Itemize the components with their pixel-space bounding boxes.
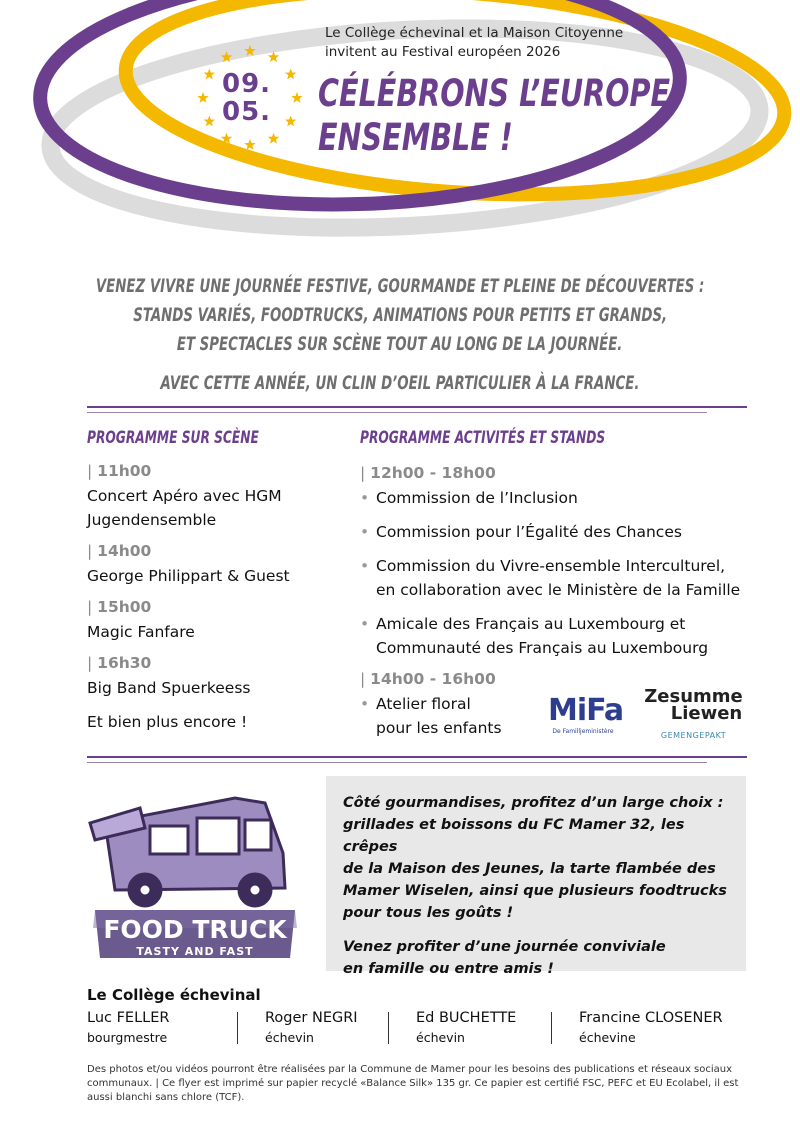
member-separator	[388, 1012, 389, 1044]
member-name: Luc FELLER	[87, 1010, 170, 1026]
header-intro	[325, 24, 623, 62]
zl-line1: Zesumme	[644, 686, 743, 707]
star-icon	[244, 139, 255, 150]
stage-program	[87, 428, 347, 734]
food-info-box	[326, 776, 746, 977]
member-role: échevin	[265, 1030, 314, 1045]
member-name: Francine CLOSENER	[579, 1010, 723, 1026]
star-icon	[285, 116, 296, 127]
date-day: 09.	[222, 69, 272, 99]
divider	[87, 406, 747, 408]
member-name: Ed BUCHETTE	[416, 1010, 517, 1026]
star-icon	[204, 116, 215, 127]
member-name: Roger NEGRI	[265, 1010, 358, 1026]
star-icon	[285, 69, 296, 80]
mifa-subtitle: De Familljeministère	[552, 728, 614, 735]
zl-line2: Liewen	[670, 703, 743, 724]
stage-heading: PROGRAMME SUR SCÈNE	[87, 428, 259, 448]
stands-list	[360, 486, 760, 660]
food-text-line: en famille ou entre amis !	[343, 961, 554, 977]
list-item: • Commission pour l’Égalité des Chances	[360, 520, 760, 544]
food-truck-logo	[85, 778, 305, 973]
mifa-wordmark: MiFa	[548, 693, 624, 728]
member-role: échevin	[416, 1030, 465, 1045]
list-item: • Commission de l’Inclusion	[360, 486, 760, 510]
slot-act: George Philippart & Guest	[87, 567, 290, 585]
food-text-line: de la Maison des Jeunes, la tarte flambée des	[343, 861, 716, 877]
member-card	[579, 1008, 723, 1048]
food-text-line: pour tous les goûts !	[343, 905, 514, 921]
slot-act: Concert Apéro avec HGM	[87, 487, 282, 505]
member-role: échevine	[579, 1030, 636, 1045]
stage-slot	[87, 462, 347, 532]
tagline-line1: VENEZ VIVRE UNE JOURNÉE FESTIVE, GOURMANDE ET PLEINE DE DÉCOUVERTES :	[95, 275, 705, 297]
stage-slot	[87, 598, 347, 644]
tagline	[0, 272, 800, 398]
college-title: Le Collège échevinal	[87, 986, 261, 1004]
slot-act: Big Band Spuerkeess	[87, 679, 251, 697]
tagline-line3: ET SPECTACLES SUR SCÈNE TOUT AU LONG DE LA JOURNÉE.	[177, 333, 623, 355]
divider-thin	[87, 762, 707, 763]
member-card	[416, 1008, 516, 1048]
food-text-line: grillades et boissons du FC Mamer 32, les crêpes	[343, 817, 685, 855]
slot-time: | 15h00	[87, 598, 347, 616]
member-separator	[551, 1012, 552, 1044]
stage-slot	[87, 654, 347, 700]
star-icon	[204, 69, 215, 80]
slot-time: | 16h30	[87, 654, 347, 672]
member-card	[87, 1008, 170, 1048]
member-card	[265, 1008, 358, 1048]
food-truck-text: FOOD TRUCK	[103, 915, 287, 944]
zl-subtitle: GEMENGEPAKT	[660, 731, 727, 740]
title-line1: CÉLÉBRONS L’EUROPE	[318, 72, 671, 115]
food-truck-subtext: TASTY AND FAST	[136, 945, 254, 958]
member-role: bourgmestre	[87, 1030, 168, 1045]
stage-more: Et bien plus encore !	[87, 713, 248, 731]
list-item: • Amicale des Français au Luxembourg et Communauté des Français au Luxembourg	[360, 612, 760, 660]
slot-time: | 14h00	[87, 542, 347, 560]
slot-time: | 11h00	[87, 462, 347, 480]
zesumme-liewen-logo	[636, 688, 751, 740]
food-text-line: Côté gourmandises, profitez d’un large choix :	[343, 795, 724, 811]
stage-slot	[87, 542, 347, 588]
activities-heading: PROGRAMME ACTIVITÉS ET STANDS	[360, 428, 606, 448]
date-month: 05.	[222, 97, 272, 127]
divider-thin	[87, 412, 707, 413]
star-icon	[197, 92, 208, 103]
page-title	[318, 72, 670, 160]
mifa-logo	[548, 693, 624, 735]
star-icon	[291, 92, 302, 103]
list-item: • Commission du Vivre-ensemble Interculturel, en collaboration avec le Ministère de la Famille	[360, 554, 760, 602]
event-date	[222, 70, 271, 126]
slot-act: Magic Fanfare	[87, 623, 195, 641]
tagline-line4: AVEC CETTE ANNÉE, UN CLIN D’OEIL PARTICULIER À LA FRANCE.	[160, 372, 640, 394]
star-icon	[268, 133, 279, 144]
footer-disclaimer: Des photos et/ou vidéos pourront être réalisées par la Commune de Mamer pour les besoins des publications et réseaux sociaux communaux. | Ce flyer est imprimé sur papier recyclé «Balance Silk» 135 gr. Ce papier est certifié FSC, PEFC et EU Ecolabel, il est aussi blanchi sans chlore (TCF).	[87, 1064, 739, 1103]
food-text-line: Venez profiter d’une journée conviviale	[343, 939, 666, 955]
divider	[87, 756, 747, 758]
food-text-line: Mamer Wiselen, ainsi que plusieurs foodtrucks	[343, 883, 727, 899]
member-separator	[237, 1012, 238, 1044]
atelier-time: | 14h00 - 16h00	[360, 670, 760, 688]
list-item: • Atelier floral pour les enfants	[360, 692, 760, 740]
tagline-line2: STANDS VARIÉS, FOODTRUCKS, ANIMATIONS POUR PETITS ET GRANDS,	[133, 304, 667, 326]
intro-line1: Le Collège échevinal et la Maison Citoyenne	[325, 25, 624, 41]
intro-line2: invitent au Festival européen 2026	[325, 44, 561, 60]
slot-act-2: Jugendensemble	[87, 511, 217, 529]
activities-time: | 12h00 - 18h00	[360, 464, 760, 482]
title-line2: ENSEMBLE !	[318, 116, 513, 159]
